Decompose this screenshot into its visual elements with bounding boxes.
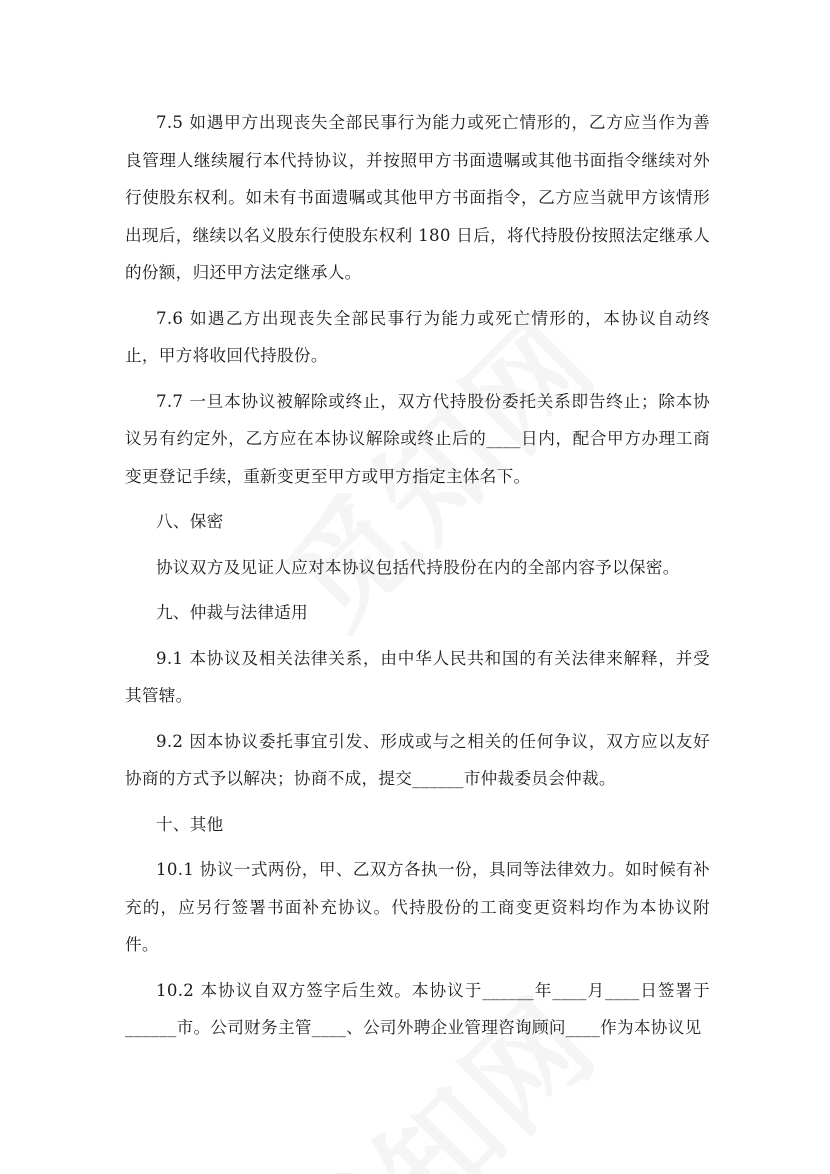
- clause-7-7: 7.7 一旦本协议被解除或终止，双方代持股份委托关系即告终止；除本协议另有约定外，乙方应在本协议解除或终止后的____日内，配合甲方办理工商变更登记手续，重新变更至甲方或甲方指定主体名下。: [125, 391, 710, 486]
- confidentiality-text: 协议双方及见证人应对本协议包括代持股份在内的全部内容予以保密。: [156, 557, 680, 577]
- section-heading-confidentiality: 八、保密: [156, 512, 224, 531]
- clause-10-1: 10.1 协议一式两份，甲、乙双方各执一份，具同等法律效力。如时候有补充的，应另行签署书面补充协议。代持股份的工商变更资料均作为本协议附件。: [125, 860, 710, 954]
- document-body: [125, 104, 710, 1055]
- clause-10-2: 10.2 本协议自双方签字后生效。本协议于______年____月____日签署于______市。公司财务主管____、公司外聘企业管理咨询顾问____作为本协议见: [125, 980, 710, 1037]
- clause-9-1: 9.1 本协议及相关法律关系，由中华人民共和国的有关法律来解释，并受其管辖。: [125, 648, 710, 705]
- clause-9-2: 9.2 因本协议委托事宜引发、形成或与之相关的任何争议，双方应以友好协商的方式予以解决；协商不成，提交______市仲裁委员会仲裁。: [125, 731, 710, 788]
- clause-7-5: 7.5 如遇甲方出现丧失全部民事行为能力或死亡情形的，乙方应当作为善良管理人继续履行本代持协议，并按照甲方书面遗嘱或其他书面指令继续对外行使股东权利。如未有书面遗嘱或其他甲方书面指令，乙方应当就甲方该情形出现后，继续以名义股东行使股东权利 180 日后，将代持股份按照法定继承人的份额，归还甲方法定继承人。: [125, 113, 710, 282]
- clause-7-6: 7.6 如遇乙方出现丧失全部民事行为能力或死亡情形的，本协议自动终止，甲方将收回代持股份。: [125, 308, 710, 365]
- section-heading-other: 十、其他: [156, 814, 224, 834]
- section-heading-arbitration: 九、仲裁与法律适用: [156, 603, 309, 622]
